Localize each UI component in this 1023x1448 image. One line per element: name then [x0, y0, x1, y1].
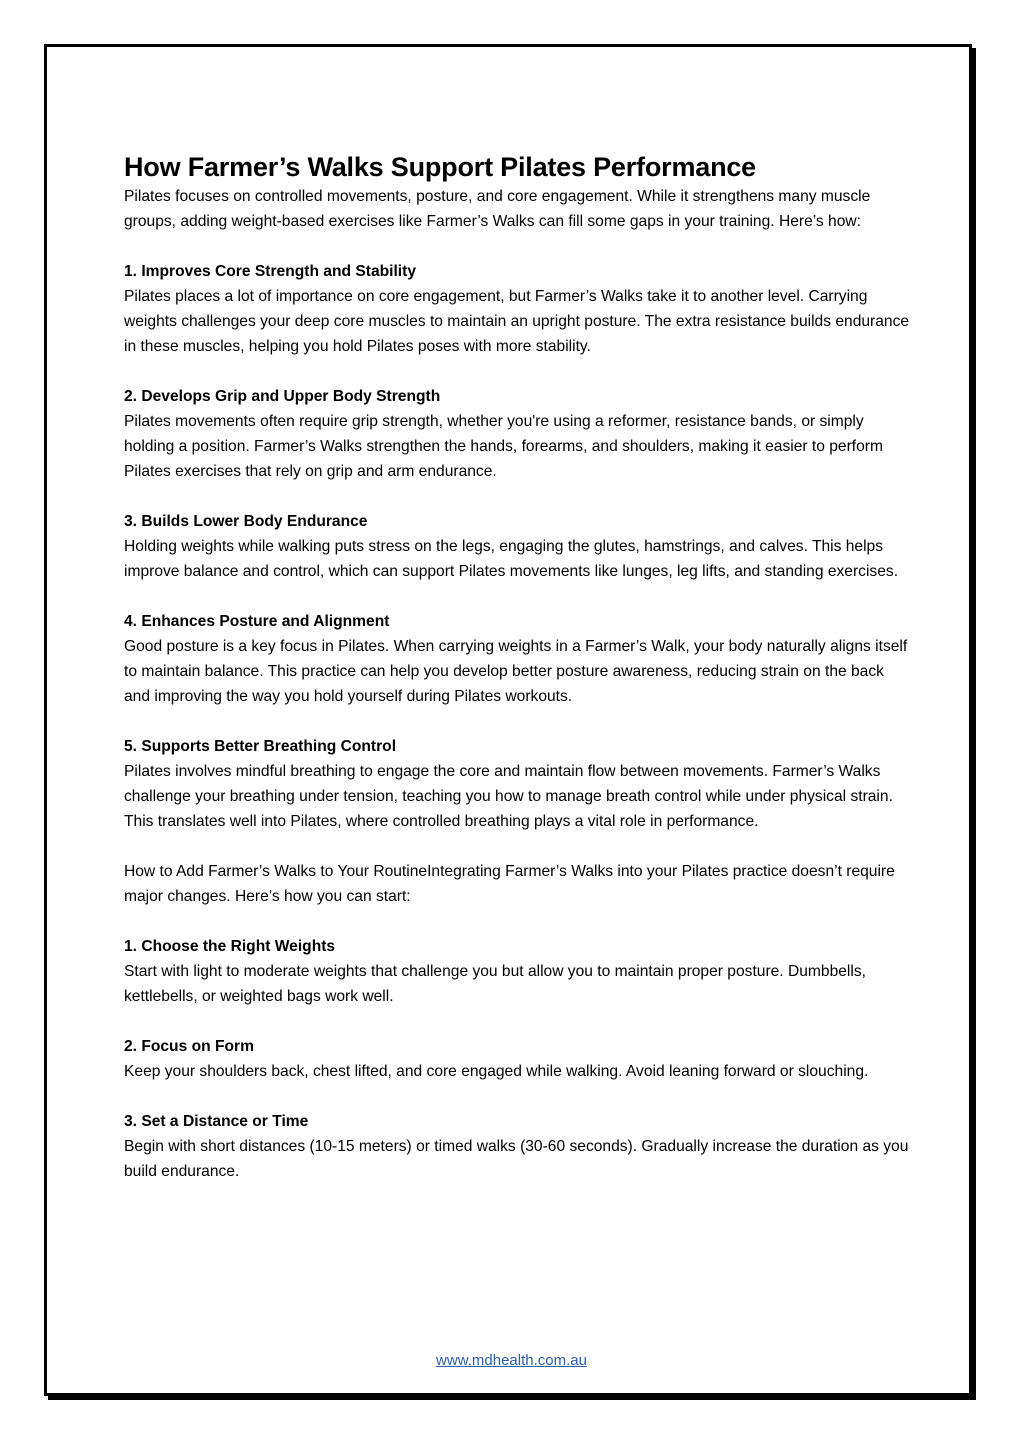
benefit-body: Holding weights while walking puts stress on the legs, engaging the glutes, hamstrings, and calves. This helps improve balance and control, which can support Pilates movements like lunges, leg lifts, and standing exercises.	[124, 538, 899, 580]
step-section-3	[124, 1109, 914, 1184]
benefit-heading: 3. Builds Lower Body Endurance	[124, 513, 368, 530]
step-body: Start with light to moderate weights that challenge you but allow you to maintain proper posture. Dumbbells, kettlebells, or weighted bags work well.	[124, 963, 866, 1005]
step-body: Keep your shoulders back, chest lifted, and core engaged while walking. Avoid leaning forward or slouching.	[124, 1063, 869, 1080]
benefit-section-4	[124, 609, 914, 709]
step-heading: 2. Focus on Form	[124, 1038, 254, 1055]
step-heading: 1. Choose the Right Weights	[124, 938, 336, 955]
step-body: Begin with short distances (10-15 meters) or timed walks (30-60 seconds). Gradually increase the duration as you build endurance.	[124, 1138, 909, 1180]
intro-paragraph: Pilates focuses on controlled movements, posture, and core engagement. While it strengthens many muscle groups, adding weight-based exercises like Farmer’s Walks can fill some gaps in your training. Here’s how:	[124, 188, 871, 230]
benefit-section-1	[124, 259, 914, 359]
benefit-body: Pilates movements often require grip strength, whether you're using a reformer, resistance bands, or simply holding a position. Farmer’s Walks strengthen the hands, forearms, and shoulders, making it easier to perform Pilates exercises that rely on grip and arm endurance.	[124, 413, 883, 480]
benefit-heading: 5. Supports Better Breathing Control	[124, 738, 397, 755]
page-title: How Farmer’s Walks Support Pilates Performance	[124, 152, 756, 182]
routine-intro-section	[124, 859, 914, 909]
benefit-section-2	[124, 384, 914, 484]
benefit-heading: 4. Enhances Posture and Alignment	[124, 613, 390, 630]
benefit-body: Pilates places a lot of importance on core engagement, but Farmer’s Walks take it to another level. Carrying weights challenges your deep core muscles to maintain an upright posture. The extra resistance builds endurance in these muscles, helping you hold Pilates poses with more stability.	[124, 288, 910, 355]
document-body	[124, 150, 914, 1184]
website-link[interactable]: www.mdhealth.com.au	[436, 1352, 587, 1369]
step-section-1	[124, 934, 914, 1009]
benefit-heading: 2. Develops Grip and Upper Body Strength	[124, 388, 441, 405]
step-heading: 3. Set a Distance or Time	[124, 1113, 309, 1130]
benefit-body: Pilates involves mindful breathing to engage the core and maintain flow between movements. Farmer’s Walks challenge your breathing under tension, teaching you how to manage breath control while under physical strain. This translates well into Pilates, where controlled breathing plays a vital role in performance.	[124, 763, 893, 830]
routine-intro-paragraph: How to Add Farmer’s Walks to Your RoutineIntegrating Farmer’s Walks into your Pilates practice doesn’t require major changes. Here’s how you can start:	[124, 863, 895, 905]
benefit-section-3	[124, 509, 914, 584]
benefit-section-5	[124, 734, 914, 834]
benefit-heading: 1. Improves Core Strength and Stability	[124, 263, 417, 280]
step-section-2	[124, 1034, 914, 1084]
benefit-body: Good posture is a key focus in Pilates. When carrying weights in a Farmer’s Walk, your body naturally aligns itself to maintain balance. This practice can help you develop better posture awareness, reducing strain on the back and improving the way you hold yourself during Pilates workouts.	[124, 638, 908, 705]
footer	[0, 1350, 1023, 1372]
